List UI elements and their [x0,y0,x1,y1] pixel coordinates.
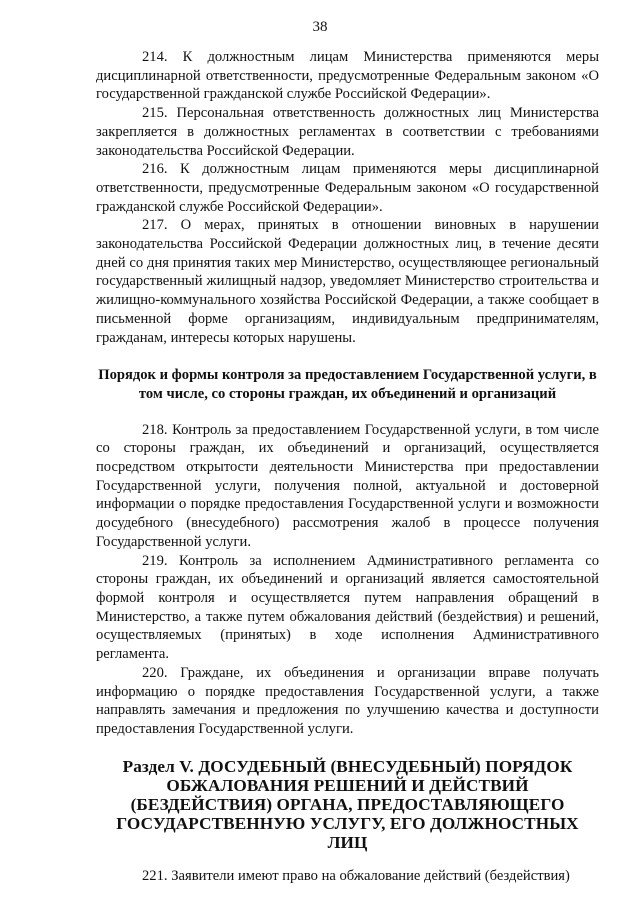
paragraph-220: 220. Граждане, их объединения и организации вправе получать информацию о порядке предоставления Государственной услуги, а также направлять замечания и предложения по улучшению качества и доступности предоставления Государственной услуги. [96,664,599,737]
paragraph-216: 216. К должностным лицам применяются меры дисциплинарной ответственности, предусмотренные Федеральным законом «О государственной гражданской службе Российской Федерации». [96,161,599,215]
paragraph-215: 215. Персональная ответственность должностных лиц Министерства закрепляется в должностных регламентах в соответствии с требованиями законодательства Российской Федерации. [96,105,599,159]
paragraph-218: 218. Контроль за предоставлением Государственной услуги, в том числе со стороны граждан, их объединений и организаций, осуществляется посредством открытости деятельности Министерства при предоставлении Государственной услуги, получения полной, актуальной и достоверной информации о порядке предоставления Государственной услуги и возможности досудебного (внесудебного) рассмотрения жалоб в процессе получения Государственной услуги. [96,421,599,550]
paragraph-217: 217. О мерах, принятых в отношении виновных в нарушении законодательства Российской Федерации должностных лиц, в течение десяти дней со дня принятия таких мер Министерство, осуществляющее региональный государственный жилищный надзор, уведомляет Министерство строительства и жилищно-коммунального хозяйства Российской Федерации, а также сообщает в письменной форме организациям, индивидуальным предпринимателям, гражданам, интересы которых нарушены. [96,217,599,346]
section-v-heading: Раздел V. ДОСУДЕБНЫЙ (ВНЕСУДЕБНЫЙ) ПОРЯДОК ОБЖАЛОВАНИЯ РЕШЕНИЙ И ДЕЙСТВИЙ (БЕЗДЕЙСТВИЯ) ОРГАНА, ПРЕДОСТАВЛЯЮЩЕГО ГОСУДАРСТВЕННУЮ УСЛУГУ, ЕГО ДОЛЖНОСТНЫХ ЛИЦ [116,756,579,852]
paragraph-221: 221. Заявители имеют право на обжалование действий (бездействия) [142,867,570,884]
document-body [96,48,599,885]
paragraph-219: 219. Контроль за исполнением Административного регламента со стороны граждан, их объединений и организаций является самостоятельной формой контроля и осуществляется путем направления обращений в Министерство, а также путем обжалования действий (бездействия) и решений, осуществляемых (принятых) в ходе исполнения Административного регламента. [96,552,599,663]
control-heading: Порядок и формы контроля за предоставлением Государственной услуги, в том числе, со стороны граждан, их объединений и организаций [98,367,597,402]
page-number: 38 [312,19,328,35]
paragraph-214: 214. К должностным лицам Министерства применяются меры дисциплинарной ответственности, предусмотренные Федеральным законом «О государственной гражданской службе Российской Федерации». [96,49,599,103]
